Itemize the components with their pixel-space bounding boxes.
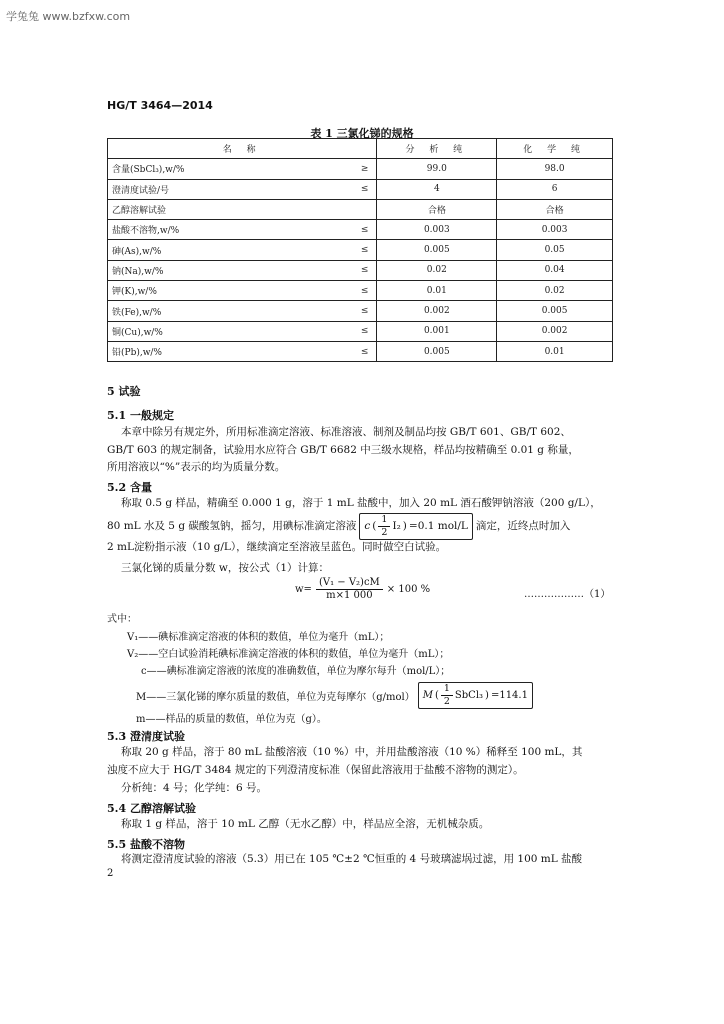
- cell-name: 澄清度试验/号: [108, 179, 318, 199]
- cell-cmp: ≤: [317, 301, 377, 321]
- cell-name: 砷(As),w/%: [108, 240, 318, 260]
- paragraph-line-with-concentration: [107, 513, 570, 540]
- where-label: 式中：: [107, 614, 137, 625]
- table-title: 表 1 三氯化锑的规格: [310, 127, 414, 140]
- text-segment: 80 mL 水及 5 g 碳酸氢钠，摇匀，用碘标准滴定溶液: [107, 520, 357, 532]
- table-row: [108, 341, 613, 361]
- formula-1: [295, 577, 430, 602]
- paragraph-line: GB/T 603 的规定制备，试验用水应符合 GB/T 6682 中三级水规格，样品均按精确至 0.01 g 称量，: [107, 444, 579, 456]
- cell-name: 乙醇溶解试验: [108, 199, 318, 219]
- cell-ar: 0.005: [377, 240, 497, 260]
- cell-name: 钠(Na),w/%: [108, 260, 318, 280]
- fraction-numerator: 1: [378, 514, 390, 527]
- cell-cp: 0.005: [497, 301, 613, 321]
- paragraph-line: 所用溶液以“%”表示的均为质量分数。: [107, 461, 286, 473]
- cell-cp: 98.0: [497, 159, 613, 179]
- cell-cp: 0.003: [497, 220, 613, 240]
- formula-tail: × 100 %: [386, 584, 431, 595]
- section-5-2-heading: 5.2 含量: [107, 481, 152, 494]
- table-row: [108, 159, 613, 179]
- species-i2: I₂: [392, 520, 401, 532]
- paragraph-line: 本章中除另有规定外，所用标准滴定溶液、标准溶液、制剂及制品均按 GB/T 601、GB/T 602、: [121, 426, 571, 438]
- section-5-5-heading: 5.5 盐酸不溶物: [107, 838, 185, 851]
- formula-fraction: [316, 577, 383, 602]
- cell-name: 含量(SbCl₃),w/%: [108, 159, 318, 179]
- cell-ar: 0.001: [377, 321, 497, 341]
- section-5-1-heading: 5.1 一般规定: [107, 409, 174, 422]
- cell-cmp: ≤: [317, 260, 377, 280]
- fraction-denominator: 2: [443, 696, 450, 707]
- paragraph-line: 称取 20 g 样品，溶于 80 mL 盐酸溶液（10 %）中，并用盐酸溶液（10 %）稀释至 100 mL，其: [121, 746, 583, 758]
- cell-cmp: ≤: [317, 240, 377, 260]
- cell-ar: 0.005: [377, 341, 497, 361]
- section-5-3-heading: 5.3 澄清度试验: [107, 730, 185, 743]
- cell-cp: 0.04: [497, 260, 613, 280]
- cell-cmp: ≤: [317, 321, 377, 341]
- page-number: 2: [107, 868, 114, 879]
- section-5-4-heading: 5.4 乙醇溶解试验: [107, 802, 196, 815]
- symbol-c: c: [364, 520, 371, 532]
- cell-ar: 合格: [377, 199, 497, 219]
- cell-cp: 0.002: [497, 321, 613, 341]
- variable-M: [136, 682, 533, 709]
- paragraph-line: 称取 0.5 g 样品，精确至 0.000 1 g，溶于 1 mL 盐酸中，加入 20 mL 酒石酸钾钠溶液（200 g/L），: [121, 497, 601, 509]
- cell-cmp: ≤: [317, 220, 377, 240]
- cell-cmp: ≥: [317, 159, 377, 179]
- cell-cmp: ≤: [317, 281, 377, 301]
- cell-ar: 0.003: [377, 220, 497, 240]
- specification-table: [107, 138, 613, 362]
- cell-cp: 0.01: [497, 341, 613, 361]
- table-row: [108, 220, 613, 240]
- cell-ar: 99.0: [377, 159, 497, 179]
- fraction-numerator: 1: [441, 683, 453, 696]
- concentration-bracket: c ( $\frac{1}{2}$ I₂ ) =0.1 mol/L: [359, 513, 473, 540]
- cell-cp: 合格: [497, 199, 613, 219]
- variable-v1: V₁——碘标准滴定溶液的体积的数值，单位为毫升（mL）；: [127, 632, 390, 643]
- variable-v2: V₂——空白试验消耗碘标准滴定溶液的体积的数值，单位为毫升（mL）；: [127, 649, 450, 660]
- table-row: [108, 240, 613, 260]
- header-name: 名 称: [108, 139, 377, 159]
- cell-name: 钾(K),w/%: [108, 281, 318, 301]
- formula-numerator: (V₁ − V₂)cM: [316, 577, 383, 590]
- cell-ar: 0.01: [377, 281, 497, 301]
- table-row: [108, 281, 613, 301]
- molar-mass-bracket: M ( $\frac{1}{2}$ SbCl₃ ) =114.1: [418, 682, 533, 709]
- formula-lhs: w=: [295, 584, 312, 595]
- cell-ar: 4: [377, 179, 497, 199]
- formula-denominator: m×1 000: [326, 590, 373, 601]
- paragraph-line: 称取 1 g 样品，溶于 10 mL 乙醇（无水乙醇）中，样品应全溶，无机械杂质。: [121, 818, 490, 830]
- watermark: 学兔兔 www.bzfxw.com: [6, 10, 131, 23]
- standard-number: HG/T 3464—2014: [107, 99, 213, 112]
- cell-cp: 0.05: [497, 240, 613, 260]
- header-cp: 化 学 纯: [497, 139, 613, 159]
- text-segment: M——三氯化锑的摩尔质量的数值，单位为克每摩尔（g/mol）: [136, 692, 415, 703]
- fraction-half: [378, 514, 390, 539]
- variable-c: c——碘标准滴定溶液的浓度的准确数值，单位为摩尔每升（mol/L）；: [141, 666, 451, 677]
- variable-m: m——样品的质量的数值，单位为克（g）。: [136, 714, 327, 725]
- table-row: [108, 199, 613, 219]
- paragraph-line: 2 mL淀粉指示液（10 g/L），继续滴定至溶液呈蓝色。同时做空白试验。: [107, 541, 447, 553]
- table-row: [108, 260, 613, 280]
- cell-name: 铅(Pb),w/%: [108, 341, 318, 361]
- formula-number: ………………（1）: [524, 589, 611, 600]
- molar-mass-value: =114.1: [490, 690, 528, 701]
- fraction-half: [441, 683, 453, 708]
- cell-ar: 0.002: [377, 301, 497, 321]
- cell-cmp: ≤: [317, 179, 377, 199]
- paragraph-line: 将测定澄清度试验的溶液（5.3）用已在 105 ℃±2 ℃恒重的 4 号玻璃滤埚过滤，用 100 mL 盐酸: [121, 853, 583, 865]
- header-ar: 分 析 纯: [377, 139, 497, 159]
- fraction-denominator: 2: [381, 527, 388, 538]
- table-row: [108, 321, 613, 341]
- text-segment: 滴定，近终点时加入: [475, 520, 571, 532]
- table-row: [108, 179, 613, 199]
- cell-cp: 6: [497, 179, 613, 199]
- cell-name: 铁(Fe),w/%: [108, 301, 318, 321]
- cell-cmp: [317, 199, 377, 219]
- paragraph-line: 分析纯：4 号；化学纯：6 号。: [121, 782, 268, 794]
- section-5-heading: 5 试验: [107, 385, 141, 398]
- cell-cmp: ≤: [317, 341, 377, 361]
- paragraph-line: 浊度不应大于 HG/T 3484 规定的下列澄清度标准（保留此溶液用于盐酸不溶物的测定）。: [107, 764, 524, 776]
- cell-name: 盐酸不溶物,w/%: [108, 220, 318, 240]
- species-sbcl3: SbCl₃: [454, 690, 484, 701]
- table-row: [108, 301, 613, 321]
- cell-cp: 0.02: [497, 281, 613, 301]
- symbol-M: M: [422, 690, 433, 701]
- concentration-value: =0.1 mol/L: [408, 520, 468, 532]
- cell-ar: 0.02: [377, 260, 497, 280]
- cell-name: 铜(Cu),w/%: [108, 321, 318, 341]
- paragraph-line: 三氯化锑的质量分数 w，按公式（1）计算：: [121, 562, 330, 574]
